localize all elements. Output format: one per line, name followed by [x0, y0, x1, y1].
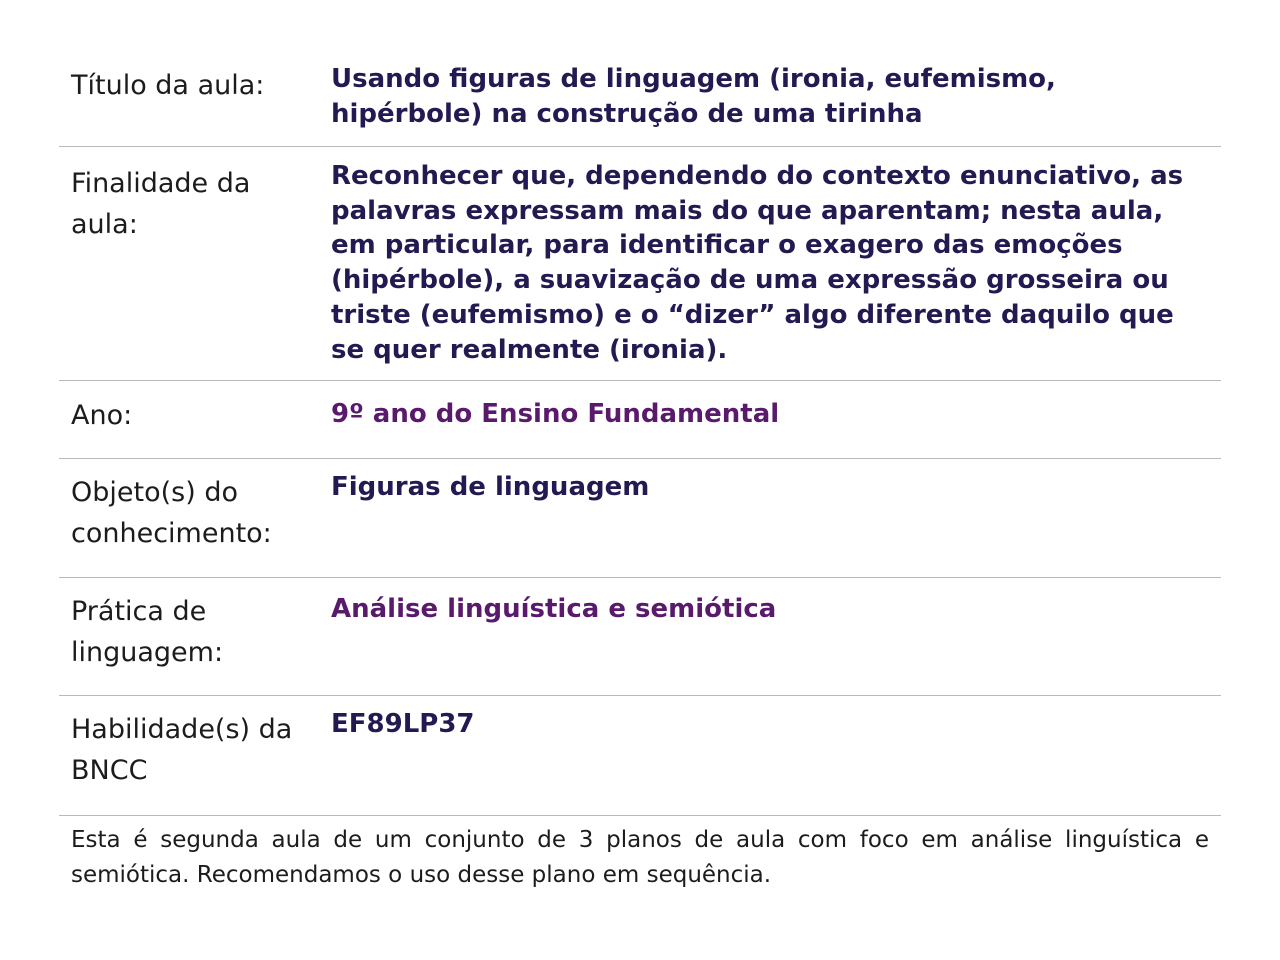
value-habilidade: EF89LP37 — [331, 709, 475, 739]
value-finalidade: Reconhecer que, dependendo do contexto enunciativo, as palavras expressam mais do que aparentam; nesta aula, em particular, para identificar o exagero das emoções (hipérbole), a suavização de uma expressão grosseira ou triste (eufemismo) e o “dizer” algo diferente daquilo que se quer realmente (ironia). — [331, 161, 1184, 365]
row-finalidade — [59, 147, 1221, 381]
label-finalidade: Finalidade da aula: — [71, 168, 251, 240]
label-habilidade: Habilidade(s) da BNCC — [71, 714, 293, 786]
value-ano: 9º ano do Ensino Fundamental — [331, 399, 780, 429]
label-ano: Ano: — [71, 400, 133, 431]
row-ano — [59, 381, 1221, 459]
value-pratica: Análise linguística e semiótica — [331, 594, 777, 624]
label-pratica: Prática de linguagem: — [71, 596, 224, 668]
row-habilidade — [59, 696, 1221, 816]
row-titulo — [59, 44, 1221, 147]
value-objeto: Figuras de linguagem — [331, 472, 650, 502]
footnote: Esta é segunda aula de um conjunto de 3 planos de aula com foco em análise linguística e semiótica. Recomendamos o uso desse plano em sequência. — [71, 827, 1209, 888]
row-objeto — [59, 459, 1221, 578]
label-objeto: Objeto(s) do conhecimento: — [71, 477, 272, 549]
lesson-info-table — [59, 44, 1221, 816]
label-titulo: Título da aula: — [71, 70, 265, 101]
row-pratica — [59, 578, 1221, 696]
value-titulo: Usando figuras de linguagem (ironia, eufemismo, hipérbole) na construção de uma tirinha — [331, 64, 1056, 129]
